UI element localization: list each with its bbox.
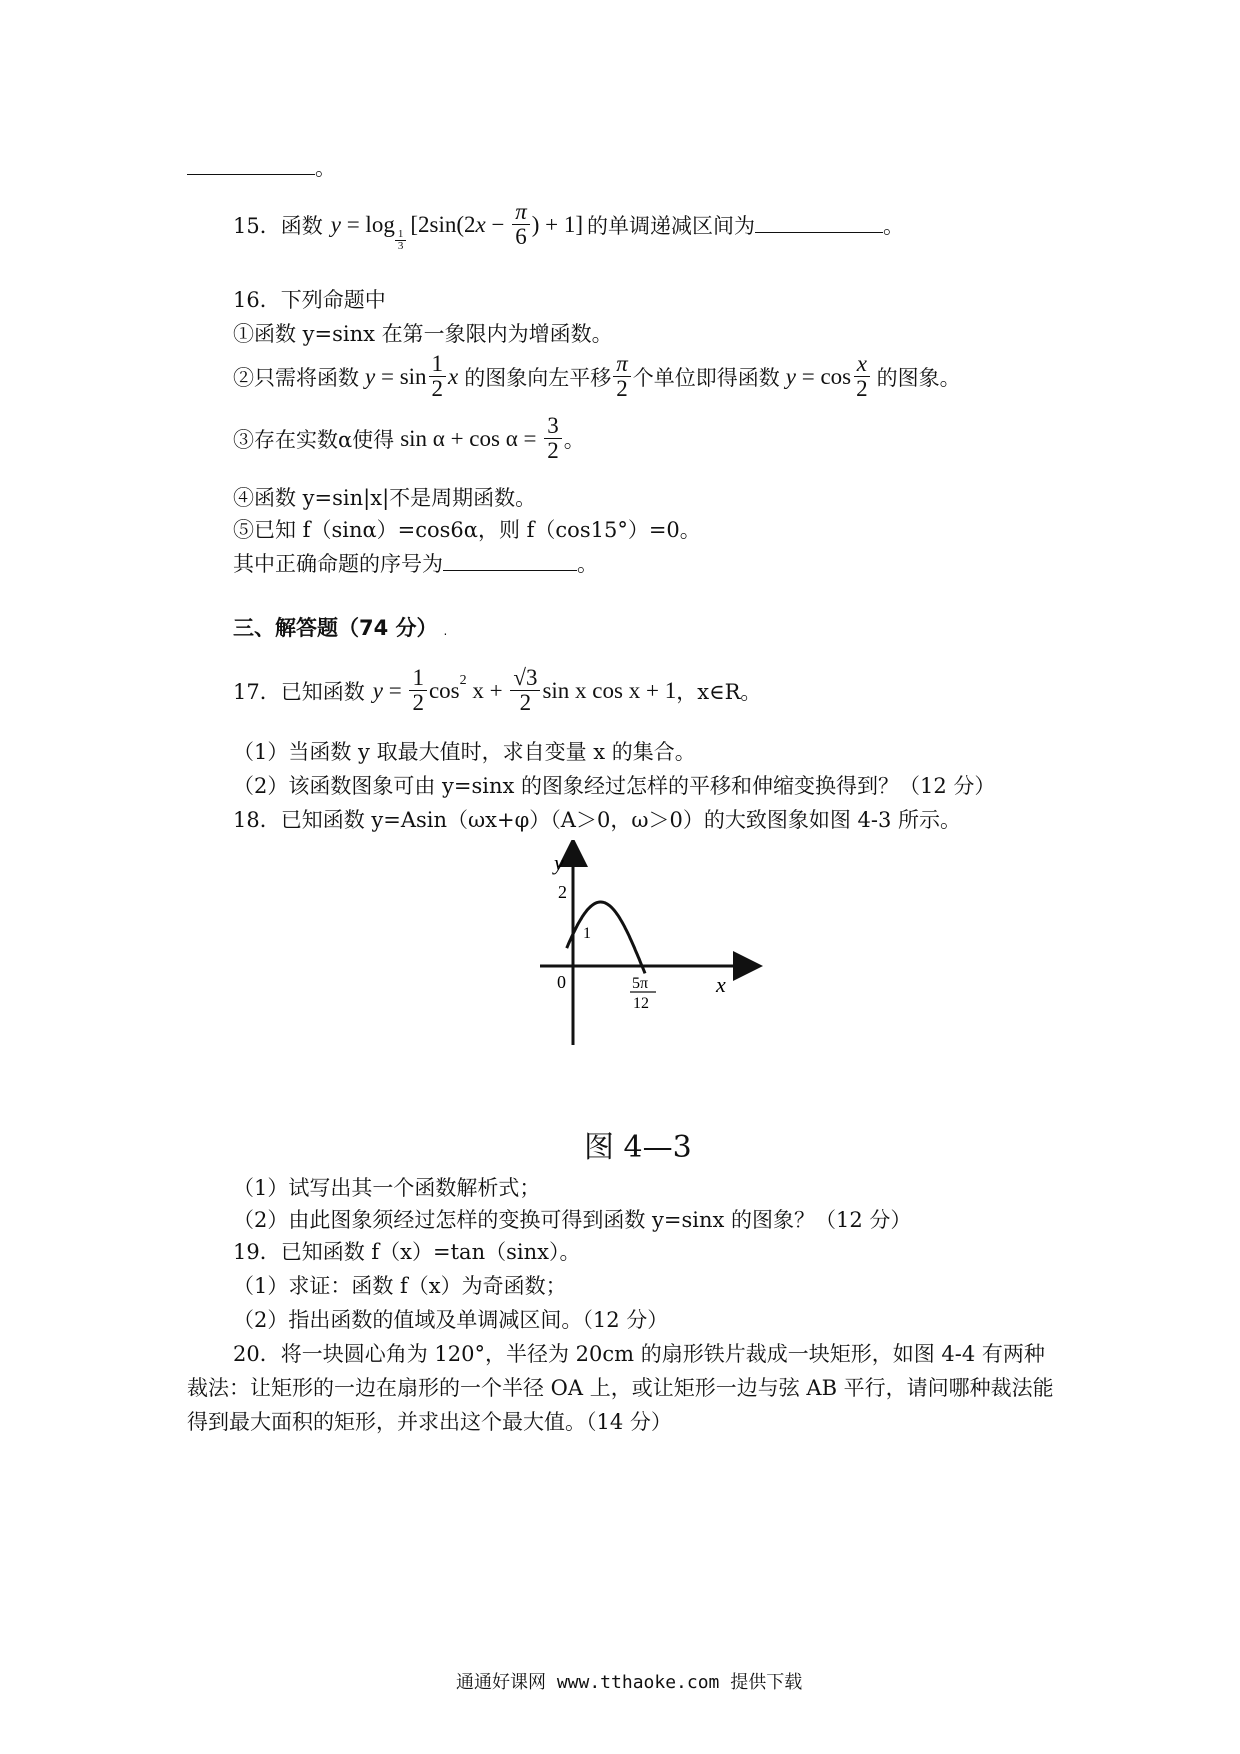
q16-title: 16．下列命题中 (233, 288, 386, 312)
top-blank-line (187, 152, 336, 182)
var-y: y (330, 211, 341, 237)
x-over-2 (853, 352, 871, 401)
page-footer: 通通好课网 www.tthaoke.com 提供下载 (456, 1672, 803, 1693)
q19-stem: 19．已知函数 f（x）=tan（sinx）。 (233, 1240, 581, 1264)
var-y: y (785, 363, 796, 389)
q18-stem: 18．已知函数 y=Asin（ωx+φ）（A＞0，ω＞0）的大致图象如图 4-3 所示。 (233, 808, 961, 832)
inner-2: ) + 1] (531, 211, 584, 237)
num: 1 (409, 666, 427, 691)
sine-curve (567, 902, 645, 973)
origin-label: 0 (557, 972, 566, 992)
pi-over-6 (512, 200, 530, 249)
section-3-heading (233, 612, 447, 642)
s3-text-a: ③存在实数α使得 (233, 427, 395, 452)
q19-part-1: （1）求证：函数 f（x）为奇函数； (233, 1274, 567, 1298)
section-mark: . (443, 624, 448, 638)
q20-line-2: 裁法：让矩形的一边在扇形的一个半径 OA 上，或让矩形一边与弦 AB 平行，请问哪种裁法能 (187, 1376, 1054, 1400)
answer-blank (443, 554, 577, 571)
tick-label-12: 12 (633, 995, 649, 1012)
x-plus: x + (466, 677, 509, 703)
s6-text: 其中正确命题的序号为 (233, 552, 443, 576)
den: 2 (519, 690, 532, 716)
q17-part-2: （2）该函数图象可由 y=sinx 的图象经过怎样的平移和伸缩变换得到？（12 分） (233, 774, 996, 798)
q20-line-3: 得到最大面积的矩形，并求出这个最大值。（14 分） (187, 1410, 672, 1434)
x-axis-label: x (716, 972, 726, 997)
num: √3 (510, 666, 540, 691)
period: 。 (315, 156, 336, 180)
q16-statement-5: ⑤已知 f（sinα）=cos6α，则 f（cos15°）=0。 (233, 518, 701, 542)
section-title: 三、解答题（74 分） (233, 616, 438, 640)
two: 2 (616, 376, 628, 402)
var-x: x (448, 363, 459, 389)
answer-blank (755, 216, 883, 233)
period: 。 (577, 552, 598, 576)
question-15 (233, 199, 905, 253)
log-base (395, 229, 407, 253)
var-x: x (475, 211, 486, 237)
pi: π (613, 352, 631, 377)
figure-caption: 图 4—3 (584, 1130, 692, 1165)
half (409, 666, 427, 715)
q15-label: 15．函数 (233, 213, 323, 238)
log-text: = log (340, 211, 395, 237)
y-axis-label: y (554, 850, 564, 875)
figure-4-3 (530, 840, 770, 1060)
period: 。 (563, 427, 585, 452)
half (429, 352, 447, 401)
question-17 (233, 666, 761, 715)
s2-formula-2 (786, 352, 873, 401)
three-halves (544, 414, 562, 463)
q18-part-2: （2）由此图象须经过怎样的变换可得到函数 y=sinx 的图象？（12 分） (233, 1208, 912, 1232)
inner-1: [2sin(2 (410, 211, 476, 237)
s2-text-b: 的图象向左平移 (464, 365, 612, 390)
q18-part-1: （1）试写出其一个函数解析式； (233, 1176, 541, 1200)
var-y: y (365, 363, 376, 389)
root3-over-2 (510, 666, 540, 715)
q16-statement-1: ①函数 y=sinx 在第一象限内为增函数。 (233, 322, 613, 346)
den: 2 (412, 690, 424, 716)
num: 3 (544, 414, 562, 439)
tick-label-2: 2 (558, 882, 567, 902)
tail: sin x cos x + 1 (542, 677, 677, 703)
square: 2 (459, 672, 467, 688)
answer-blank (187, 158, 315, 175)
tick-label-5pi: 5π (632, 975, 649, 992)
q16-statement-4: ④函数 y=sin|x|不是周期函数。 (233, 486, 537, 510)
pi: π (512, 200, 530, 225)
q20-line-1: 20．将一块圆心角为 120°，半径为 20cm 的扇形铁片裁成一块矩形，如图 4-4 有两种 (233, 1342, 1045, 1366)
eq: = (382, 677, 408, 703)
s3-expr: sin α + cos α = (400, 425, 543, 451)
q17-part-1: （1）当函数 y 取最大值时，求自变量 x 的集合。 (233, 740, 696, 764)
s2-text-a: ②只需将函数 (233, 365, 359, 390)
eq-cos: = cos (796, 363, 852, 389)
q15-text: 的单调递减区间为 (587, 213, 756, 238)
base-den: 3 (397, 240, 404, 253)
den: 2 (856, 376, 868, 402)
minus: − (485, 211, 511, 237)
den: 2 (431, 376, 444, 402)
den: 2 (547, 438, 559, 464)
q16-statement-3 (233, 414, 585, 463)
pi-over-2 (613, 352, 631, 401)
q17-label: 17．已知函数 (233, 679, 365, 704)
num: x (854, 352, 870, 377)
num: 1 (429, 352, 447, 377)
s2-text-c: 个单位即得函数 (632, 365, 780, 390)
domain: ，x∈R。 (676, 679, 762, 704)
q16-answer-line (233, 548, 598, 578)
base-num: 1 (395, 229, 407, 242)
q15-formula (330, 199, 584, 253)
s2-text-d: 的图象。 (876, 365, 961, 390)
period: 。 (883, 213, 905, 238)
q16-statement-2 (233, 352, 961, 401)
eq-sin: = sin (375, 363, 427, 389)
q19-part-2: （2）指出函数的值域及单调减区间。（12 分） (233, 1308, 669, 1332)
var-y: y (372, 677, 383, 703)
six: 6 (515, 224, 527, 250)
s2-formula-1 (365, 352, 458, 401)
cos: cos (428, 677, 460, 703)
q17-formula (373, 666, 676, 715)
tick-label-1: 1 (583, 925, 591, 942)
